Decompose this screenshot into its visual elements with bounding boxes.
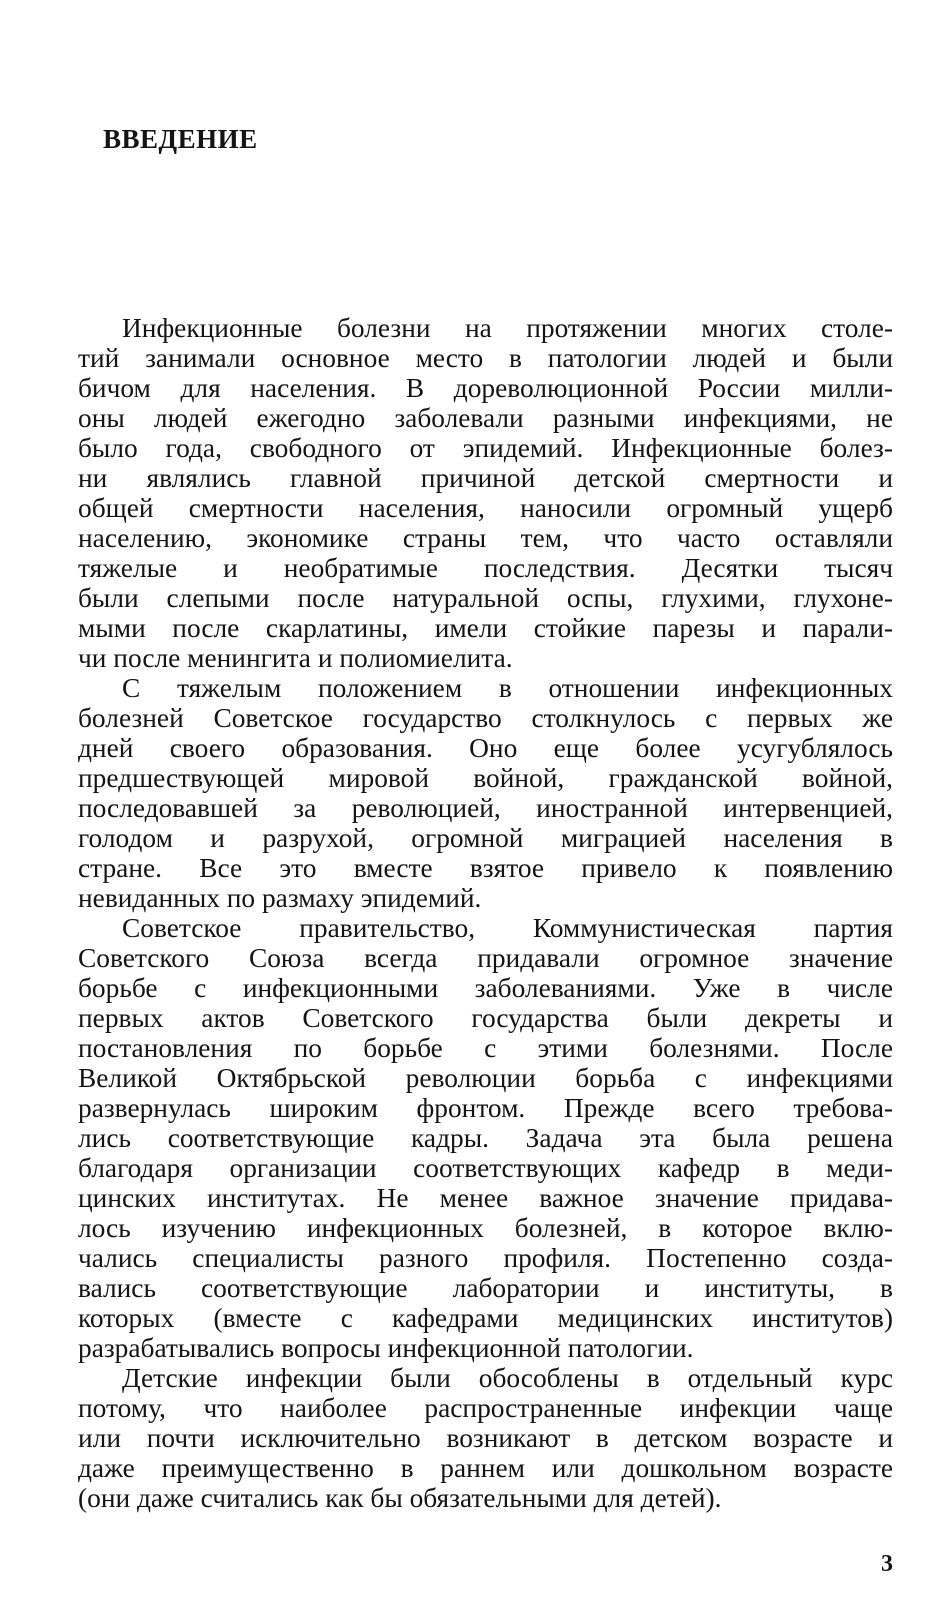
text-line: ни являлись главной причиной детской смертности и — [78, 463, 893, 493]
text-line: потому, что наиболее распространенные инфекции чаще — [78, 1393, 893, 1423]
text-line: тяжелые и необратимые последствия. Десятки тысяч — [78, 553, 893, 583]
text-line: населению, экономике страны тем, что часто оставляли — [78, 523, 893, 553]
text-line: (они даже считались как бы обязательными для детей). — [78, 1483, 722, 1513]
text-line: были слепыми после натуральной оспы, глухими, глухоне- — [78, 583, 893, 613]
text-line: стране. Все это вместе взятое привело к появлению — [78, 853, 893, 883]
text-line: бичом для населения. В дореволюционной России милли- — [78, 373, 893, 403]
text-line: или почти исключительно возникают в детском возрасте и — [78, 1423, 893, 1453]
text-line: болезней Советское государство столкнулось с первых же — [78, 703, 893, 733]
text-line: вались соответствующие лаборатории и институты, в — [78, 1273, 893, 1303]
text-line: С тяжелым положением в отношении инфекционных — [122, 673, 893, 703]
text-line: первых актов Советского государства были декреты и — [78, 1003, 893, 1033]
text-line: Великой Октябрьской революции борьба с инфекциями — [78, 1063, 893, 1093]
text-line: тий занимали основное место в патологии людей и были — [78, 343, 893, 373]
text-line: Советское правительство, Коммунистическая партия — [122, 913, 893, 943]
text-line: голодом и разрухой, огромной миграцией населения в — [78, 823, 893, 853]
text-line: мыми после скарлатины, имели стойкие парезы и парали- — [78, 613, 893, 643]
text-line: лись соответствующие кадры. Задача эта была решена — [78, 1123, 893, 1153]
text-line: постановления по борьбе с этими болезнями. После — [78, 1033, 893, 1063]
paragraph — [78, 913, 893, 1363]
paragraph — [78, 1363, 893, 1513]
text-line: благодаря организации соответствующих кафедр в меди- — [78, 1153, 893, 1183]
paragraph — [78, 673, 893, 913]
text-line: цинских институтах. Не менее важное значение придава- — [78, 1183, 893, 1213]
text-line: общей смертности населения, наносили огромный ущерб — [78, 493, 893, 523]
text-line: развернулась широким фронтом. Прежде всего требова- — [78, 1093, 893, 1123]
paragraph — [78, 313, 893, 673]
text-line: было года, свободного от эпидемий. Инфекционные болез- — [78, 433, 893, 463]
text-line: борьбе с инфекционными заболеваниями. Уже в числе — [78, 973, 893, 1003]
text-line: чи после менингита и полиомиелита. — [78, 643, 513, 673]
text-line: даже преимущественно в раннем или дошкольном возрасте — [78, 1453, 893, 1483]
text-line: Советского Союза всегда придавали огромное значение — [78, 943, 893, 973]
page-number: 3 — [881, 1551, 893, 1577]
text-line: дней своего образования. Оно еще более усугублялось — [78, 733, 893, 763]
text-line: Инфекционные болезни на протяжении многих столе- — [122, 313, 893, 343]
text-body — [78, 313, 893, 1513]
text-line: оны людей ежегодно заболевали разными инфекциями, не — [78, 403, 893, 433]
text-line: разрабатывались вопросы инфекционной патологии. — [78, 1333, 694, 1363]
text-line: чались специалисты разного профиля. Постепенно созда- — [78, 1243, 893, 1273]
text-line: предшествующей мировой войной, гражданской войной, — [78, 763, 893, 793]
text-line: невиданных по размаху эпидемий. — [78, 883, 482, 913]
text-line: которых (вместе с кафедрами медицинских институтов) — [78, 1303, 893, 1333]
text-line: последовавшей за революцией, иностранной интервенцией, — [78, 793, 893, 823]
text-line: лось изучению инфекционных болезней, в которое вклю- — [78, 1213, 893, 1243]
text-line: Детские инфекции были обособлены в отдельный курс — [122, 1363, 893, 1393]
chapter-title: ВВЕДЕНИЕ — [103, 124, 258, 154]
